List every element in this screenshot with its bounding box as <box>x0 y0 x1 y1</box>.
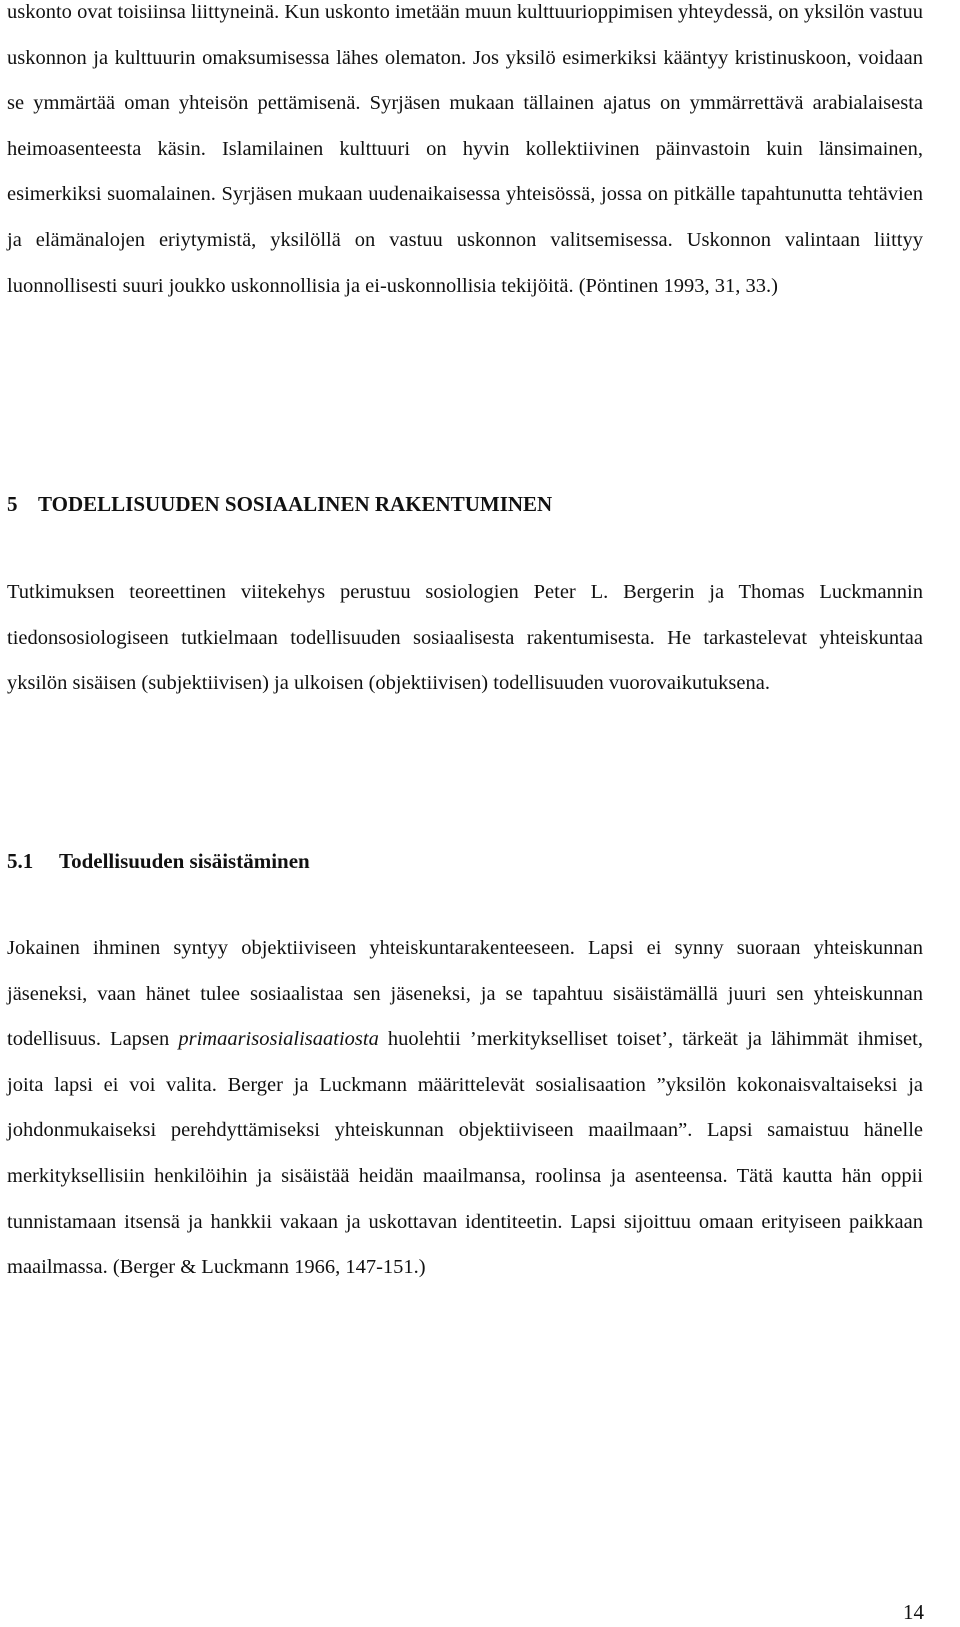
subsection-title: Todellisuuden sisäistäminen <box>59 849 310 873</box>
paragraph-intro: uskonto ovat toisiinsa liittyneinä. Kun uskonto imetään muun kulttuurioppimisen yhteydessä, on yksilön vastuu uskonnon ja kulttuurin omaksumisessa lähes olematon. Jos yksilö esimerkiksi kääntyy kristinuskoon, voidaan se ymmärtää oman yhteisön pettämisenä. Syrjäsen mukaan tällainen ajatus on ymmärrettävä arabialaisesta heimoasenteesta käsin. Islamilainen kulttuuri on hyvin kollektiivinen päinvastoin kuin länsimainen, esimerkiksi suomalainen. Syrjäsen mukaan uudenaikaisessa yhteisössä, jossa on pitkälle tapahtunutta tehtävien ja elämänalojen eriytymistä, yksilöllä on vastuu uskonnon valitsemisessa. Uskonnon valintaan liittyy luonnollisesti suuri joukko uskonnollisia ja ei-uskonnollisia tekijöitä. (Pöntinen 1993, 31, 33.) <box>7 1 923 297</box>
section-heading-5 <box>7 490 552 518</box>
section-heading-5-1 <box>7 847 310 875</box>
page-number: 14 <box>903 1600 924 1624</box>
section-number: 5 <box>7 492 18 516</box>
subsection-number: 5.1 <box>7 849 34 873</box>
paragraph-section-5: Tutkimuksen teoreettinen viitekehys perustuu sosiologien Peter L. Bergerin ja Thomas Luckmannin tiedonsosiologiseen tutkielmaan todellisuuden sosiaalisesta rakentumisesta. He tarkastelevat yhteiskuntaa yksilön sisäisen (subjektiivisen) ja ulkoisen (objektiivisen) todellisuuden vuorovaikutuksena. <box>7 581 923 695</box>
paragraph-text-part: Jokainen ihminen syntyy objektiiviseen yhteiskuntarakenteeseen. Lapsi ei synny suoraan yhteiskunnan jäseneksi, vaan hänet tulee sosiaalistaa sen jäseneksi, ja se tapahtuu sisäistämällä juuri sen yhteiskunnan todellisuus. Lapsen <box>7 937 923 1051</box>
italic-term: primaarisosialisaatiosta <box>178 1028 379 1051</box>
paragraph-text-part: huolehtii ’merkitykselliset toiset’, tärkeät ja lähimmät ihmiset, joita lapsi ei voi valita. Berger ja Luckmann määrittelevät sosialisaation ”yksilön kokonaisvaltaiseksi ja johdonmukaiseksi perehdyttämiseksi yhteiskunnan objektiiviseen maailmaan”. Lapsi samaistuu hänelle merkityksellisiin henkilöihin ja sisäistää heidän maailmansa, roolinsa ja asenteensa. Tätä kautta hän oppii tunnistamaan itsensä ja hankkii vakaan ja uskottavan identiteetin. Lapsi sijoittuu omaan erityiseen paikkaan maailmassa. (Berger & Luckmann 1966, 147-151.) <box>7 1028 923 1279</box>
section-title: TODELLISUUDEN SOSIAALINEN RAKENTUMINEN <box>38 492 553 516</box>
paragraph-section-5-1 <box>7 926 923 1291</box>
